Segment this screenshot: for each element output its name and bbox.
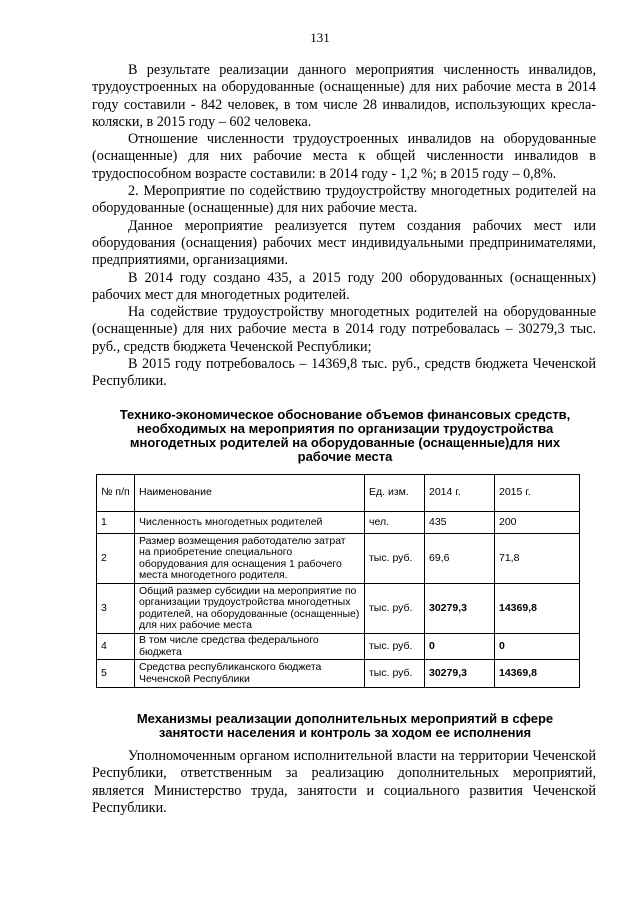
section-title: Механизмы реализации дополнительных мероприятий в сфере занятости населения и контроль за ходом ее исполнения	[136, 711, 554, 740]
cell-2014: 69,6	[425, 534, 495, 584]
cell-name: В том числе средства федерального бюджета	[135, 634, 365, 660]
cell-2015: 71,8	[495, 534, 580, 584]
cell-name: Общий размер субсидии на мероприятие по организации трудоустройства многодетных родителей, на оборудованные (оснащенные) для них рабочие места	[135, 584, 365, 634]
table-row	[97, 512, 580, 534]
cell-name: Размер возмещения работодателю затрат на приобретение специального оборудования для оснащения 1 рабочего места многодетного родителя.	[135, 534, 365, 584]
header-cell-2015: 2015 г.	[495, 475, 580, 512]
cost-table	[96, 474, 580, 688]
cell-name: Средства республиканского бюджета Чеченской Республики	[135, 660, 365, 688]
cell-number: 1	[97, 512, 135, 534]
table-title: Технико-экономическое обоснование объемов финансовых средств, необходимых на мероприятия по организации трудоустройства многодетных родителей на оборудованные (оснащенные)для них рабочие места	[119, 407, 571, 464]
paragraph: Отношение численности трудоустроенных инвалидов на оборудованные (оснащенные) для них рабочие места к общей численности инвалидов в трудоспособном возрасте составили: в 2014 году - 1,2 %; в 2015 году – 0,8%.	[92, 131, 596, 182]
cell-2014: 0	[425, 634, 495, 660]
paragraph: В 2014 году создано 435, а 2015 году 200 оборудованных (оснащенных) рабочих мест для многодетных родителей.	[92, 269, 596, 303]
closing-text	[92, 748, 596, 817]
page-number: 131	[310, 30, 330, 45]
header-cell-unit: Ед. изм.	[365, 475, 425, 512]
paragraph: На содействие трудоустройству многодетных родителей на оборудованные (оснащенные) для них рабочие места в 2014 году потребовалась – 30279,3 тыс. руб., средств бюджета Чеченской Республики;	[92, 304, 596, 355]
cell-number: 2	[97, 534, 135, 584]
cell-unit: тыс. руб.	[365, 584, 425, 634]
cell-2015: 14369,8	[495, 660, 580, 688]
cell-number: 3	[97, 584, 135, 634]
paragraph: В результате реализации данного мероприятия численность инвалидов, трудоустроенных на оборудованные (оснащенные) для них рабочие места в 2014 году составили - 842 человек, в том числе 28 инвалидов, использующих кресла-коляски, в 2015 году – 602 человека.	[92, 62, 596, 130]
paragraph: 2. Мероприятие по содействию трудоустройству многодетных родителей на оборудованные (оснащенные) для них рабочие места.	[92, 183, 596, 217]
header-cell-2014: 2014 г.	[425, 475, 495, 512]
body-text	[92, 62, 596, 391]
cell-unit: чел.	[365, 512, 425, 534]
cell-2014: 30279,3	[425, 584, 495, 634]
cell-number: 5	[97, 660, 135, 688]
table-row	[97, 584, 580, 634]
cell-2015: 200	[495, 512, 580, 534]
cell-unit: тыс. руб.	[365, 534, 425, 584]
table-header-row	[97, 475, 580, 512]
paragraph: Уполномоченным органом исполнительной власти на территории Чеченской Республики, ответственным за реализацию дополнительных мероприятий, является Министерство труда, занятости и социального развития Чеченской Республики.	[92, 748, 596, 816]
table-row	[97, 660, 580, 688]
cell-name: Численность многодетных родителей	[135, 512, 365, 534]
paragraph: Данное мероприятие реализуется путем создания рабочих мест или оборудования (оснащения) рабочих мест индивидуальными предпринимателями, предприятиями, организациями.	[92, 217, 596, 269]
cell-unit: тыс. руб.	[365, 660, 425, 688]
paragraph: В 2015 году потребовалось – 14369,8 тыс. руб., средств бюджета Чеченской Республики.	[92, 356, 596, 390]
table-row	[97, 634, 580, 660]
table-row	[97, 534, 580, 584]
cell-2015: 14369,8	[495, 584, 580, 634]
cell-2014: 435	[425, 512, 495, 534]
cell-unit: тыс. руб.	[365, 634, 425, 660]
cell-2014: 30279,3	[425, 660, 495, 688]
cell-number: 4	[97, 634, 135, 660]
cell-2015: 0	[495, 634, 580, 660]
header-cell-number: № п/п	[97, 475, 135, 512]
header-cell-name: Наименование	[135, 475, 365, 512]
